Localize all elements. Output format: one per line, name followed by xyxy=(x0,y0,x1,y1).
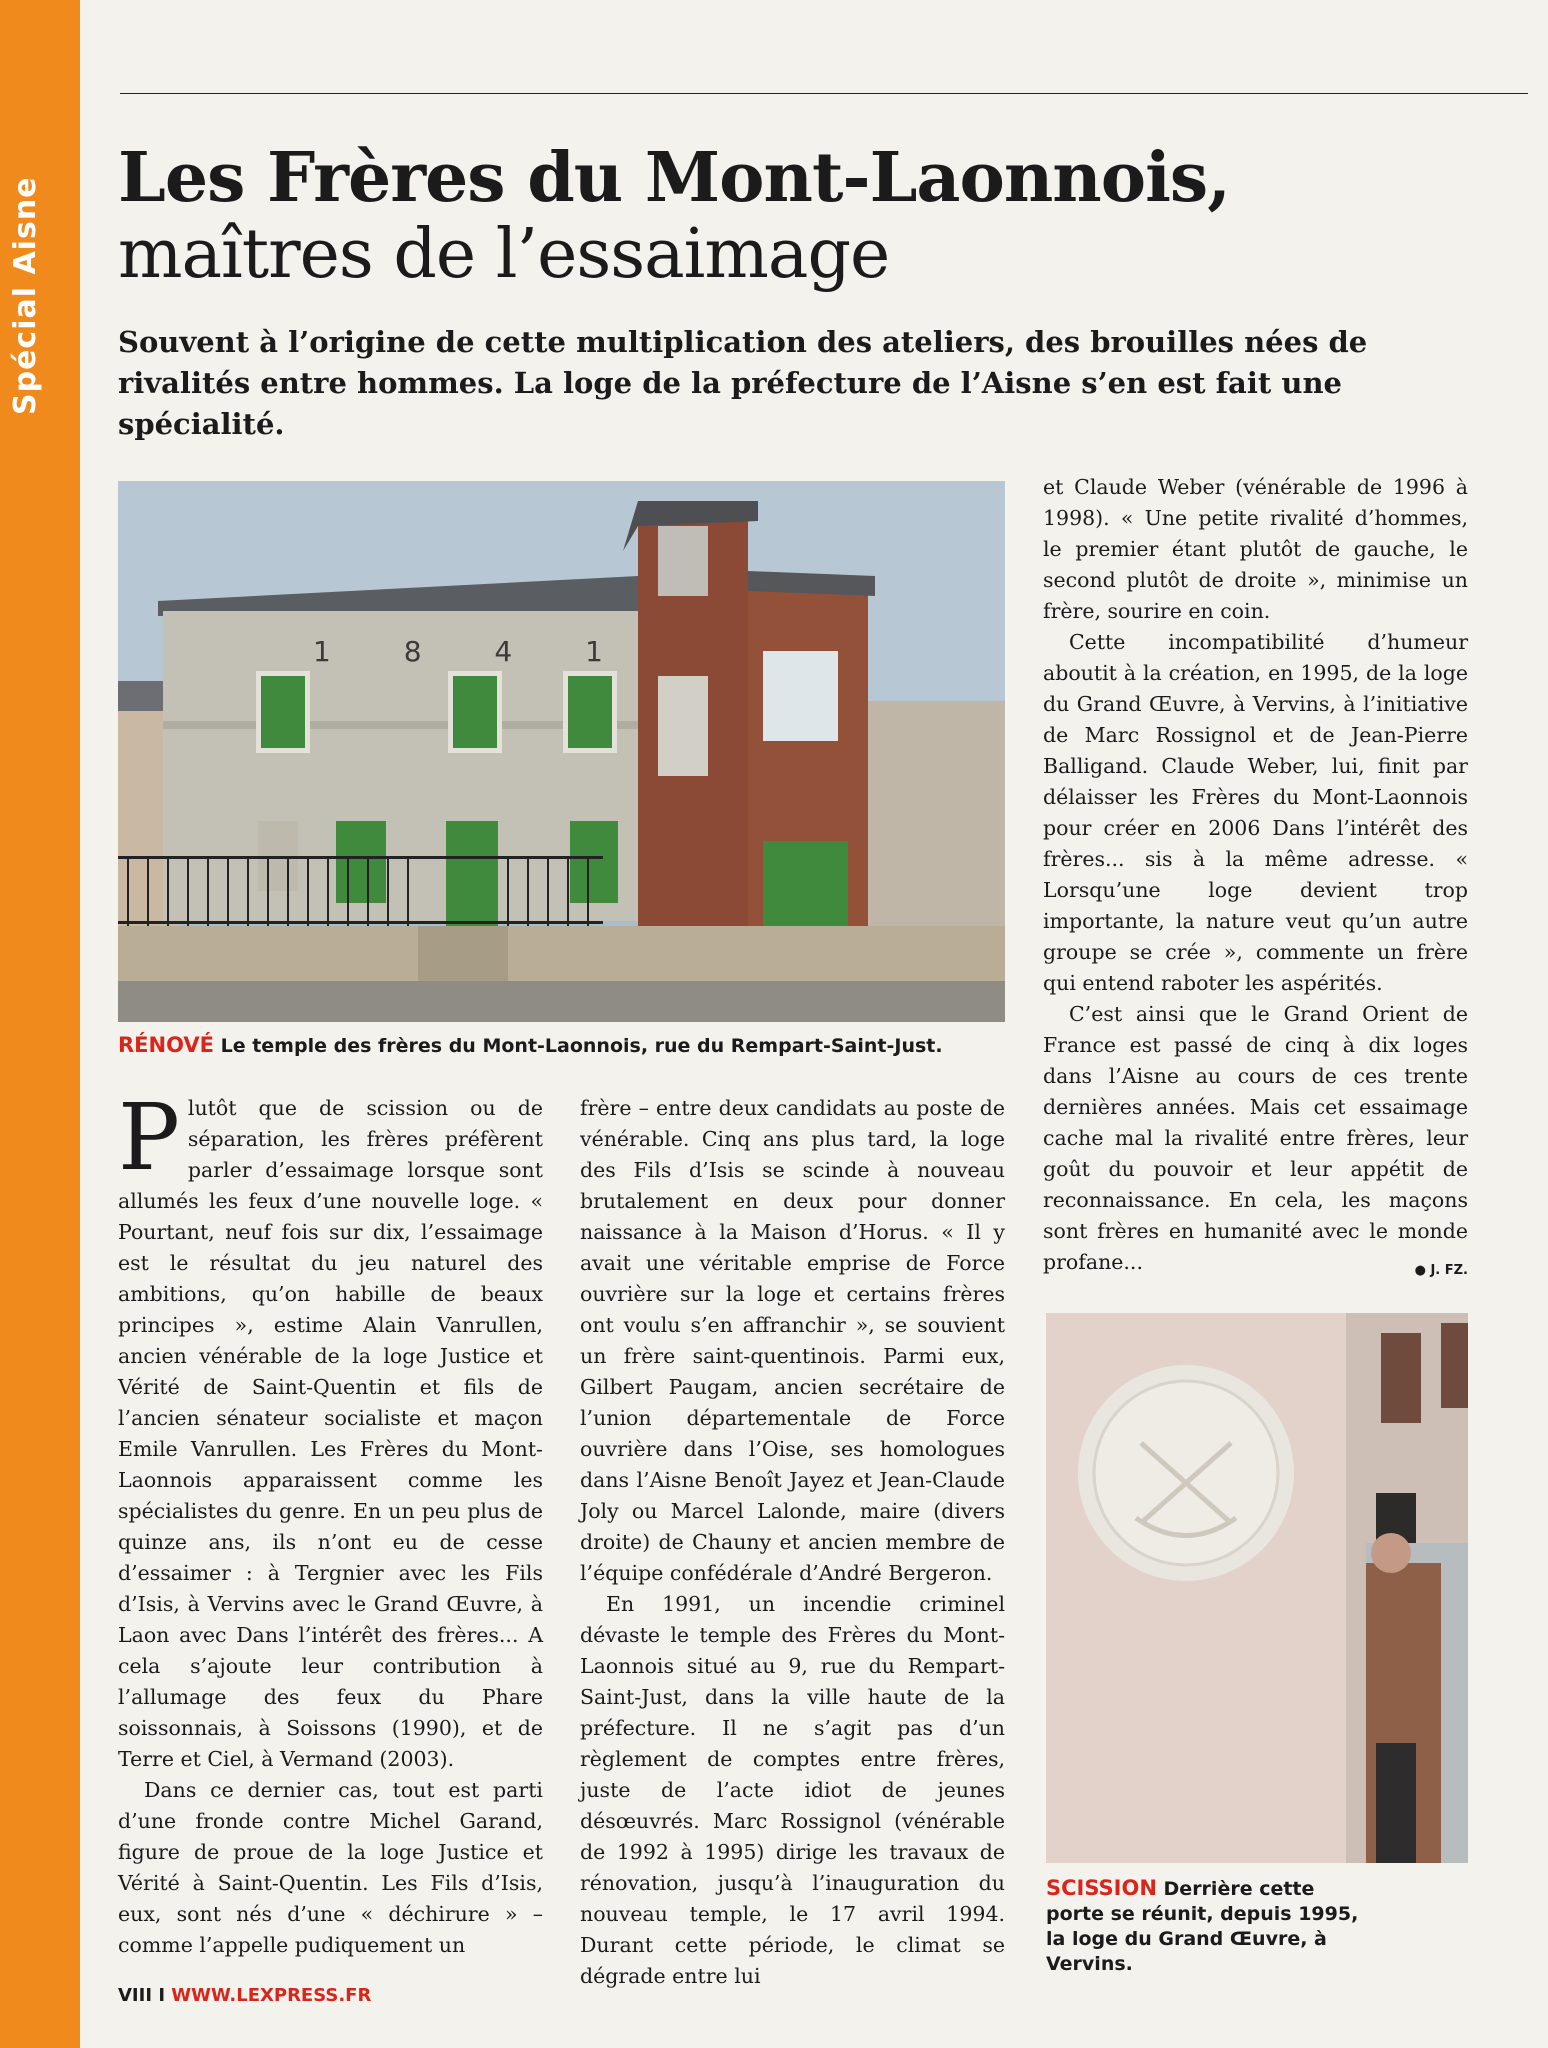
photo-caption-main xyxy=(118,1033,1008,1059)
body-paragraph: Cette incompatibilité d’humeur aboutit à la création, en 1995, de la loge du Grand Œuvre, à Vervins, à l’initiative de Marc Rossignol et de Jean-Pierre Balligand. Claude Weber, lui, finit par délaisser les Frères du Mont-Laonnois pour créer en 2006 Dans l’intérêt des frères... sis à la même adresse. « Lorsqu’une loge devient trop importante, la nature veut qu’un autre groupe se crée », commente un frère qui entend raboter les aspérités. xyxy=(1043,630,1468,995)
caption-text: Le temple des frères du Mont-Laonnois, rue du Rempart-Saint-Just. xyxy=(220,1035,943,1057)
facade-date: 1 8 4 1 xyxy=(313,635,635,668)
section-label: Spécial Aisne xyxy=(8,176,43,415)
body-paragraph: En 1991, un incendie criminel dévaste le temple des Frères du Mont-Laonnois situé au 9, rue du Rempart-Saint-Just, dans la ville haute de la préfecture. Il ne s’agit pas d’un règlement de comptes entre frères, juste de l’acte idiot de jeunes désœuvrés. Marc Rossignol (vénérable de 1992 à 1995) dirige les travaux de rénovation, jusqu’à l’inauguration du nouveau temple, le 17 avril 1994. Durant cette période, le climat se dégrade entre lui xyxy=(580,1592,1005,1988)
footer-separator: I xyxy=(158,1985,166,2006)
caption-kicker: RÉNOVÉ xyxy=(118,1033,214,1057)
photo-door-plaque xyxy=(1046,1313,1468,1863)
body-paragraph: et Claude Weber (vénérable de 1996 à 1998). « Une petite rivalité d’hommes, le premier étant plutôt de gauche, le second plutôt de droite », minimise un frère, sourire en coin. xyxy=(1043,475,1468,623)
body-paragraph: Plutôt que de scission ou de séparation, les frères préfèrent parler d’essaimage lorsque sont allumés les feux d’une nouvelle loge. « Pourtant, neuf fois sur dix, l’essaimage est le résultat du jeu naturel des ambitions, qu’on habille de beaux principes », estime Alain Vanrullen, ancien vénérable de la loge Justice et Vérité de Saint-Quentin et fils de l’ancien sénateur socialiste et maçon Emile Vanrullen. Les Frères du Mont-Laonnois apparaissent comme les spécialistes du genre. En un peu plus de quinze ans, ils n’ont eu de cesse d’essaimer : à Tergnier avec les Fils d’Isis, à Vervins avec le Grand Œuvre, à Laon avec Dans l’intérêt des frères... A cela s’ajoute leur contribution à l’allumage des feux du Phare soissonnais, à Soissons (1990), et de Terre et Ciel, à Vermand (2003). xyxy=(118,1084,543,1771)
caption-kicker: SCISSION xyxy=(1046,1876,1157,1900)
body-column-3 xyxy=(1043,472,1468,1286)
body-column-1 xyxy=(118,1084,543,1961)
body-column-2 xyxy=(580,1093,1005,1992)
section-band xyxy=(0,0,80,2048)
photo-caption-small xyxy=(1046,1876,1376,1977)
headline-line-2: maîtres de l’essaimage xyxy=(118,215,890,294)
caption-text: Derrière cette porte se réunit, depuis 1995, la loge du Grand Œuvre, à Vervins. xyxy=(1046,1878,1359,1975)
author-signature: ● J. FZ. xyxy=(1414,1263,1468,1278)
body-paragraph: frère – entre deux candidats au poste de vénérable. Cinq ans plus tard, la loge des Fils d’Isis se scinde à nouveau brutalement en deux pour donner naissance à la Maison d’Horus. « Il y avait une véritable emprise de Force ouvrière sur la loge et certains frères ont voulu s’en affranchir », se souvient un frère saint-quentinois. Parmi eux, Gilbert Paugam, ancien secrétaire de l’union départementale de Force ouvrière dans l’Oise, ses homologues dans l’Aisne Benoît Jayez et Jean-Claude Joly ou Marcel Lalonde, maire (divers droite) de Chauny et ancien membre de l’équipe confédérale d’André Bergeron. xyxy=(580,1096,1005,1585)
drop-cap: P xyxy=(118,1084,180,1191)
page-number: VIII xyxy=(118,1985,153,2006)
site-link[interactable]: WWW.LEXPRESS.FR xyxy=(171,1985,372,2006)
body-paragraph: Dans ce dernier cas, tout est parti d’une fronde contre Michel Garand, figure de proue de la loge Justice et Vérité à Saint-Quentin. Les Fils d’Isis, eux, sont nés d’une « déchirure » – comme l’appelle pudiquement un xyxy=(118,1778,543,1957)
headline-line-1: Les Frères du Mont-Laonnois, xyxy=(118,138,1230,218)
top-rule xyxy=(120,93,1528,94)
article-deck: Souvent à l’origine de cette multiplication des ateliers, des brouilles nées de rivalités entre hommes. La loge de la préfecture de l’Aisne s’en est fait une spécialité. xyxy=(118,325,1368,441)
photo-temple xyxy=(118,481,1005,1022)
page-footer xyxy=(118,1985,371,2006)
body-paragraph: C’est ainsi que le Grand Orient de France est passé de cinq à dix loges dans l’Aisne au cours de ces trente dernières années. Mais cet essaimage cache mal la rivalité entre frères, leur goût du pouvoir et leur appétit de reconnaissance. En cela, les maçons sont frères en humanité avec le monde profane... ● J. FZ. xyxy=(1043,999,1468,1278)
